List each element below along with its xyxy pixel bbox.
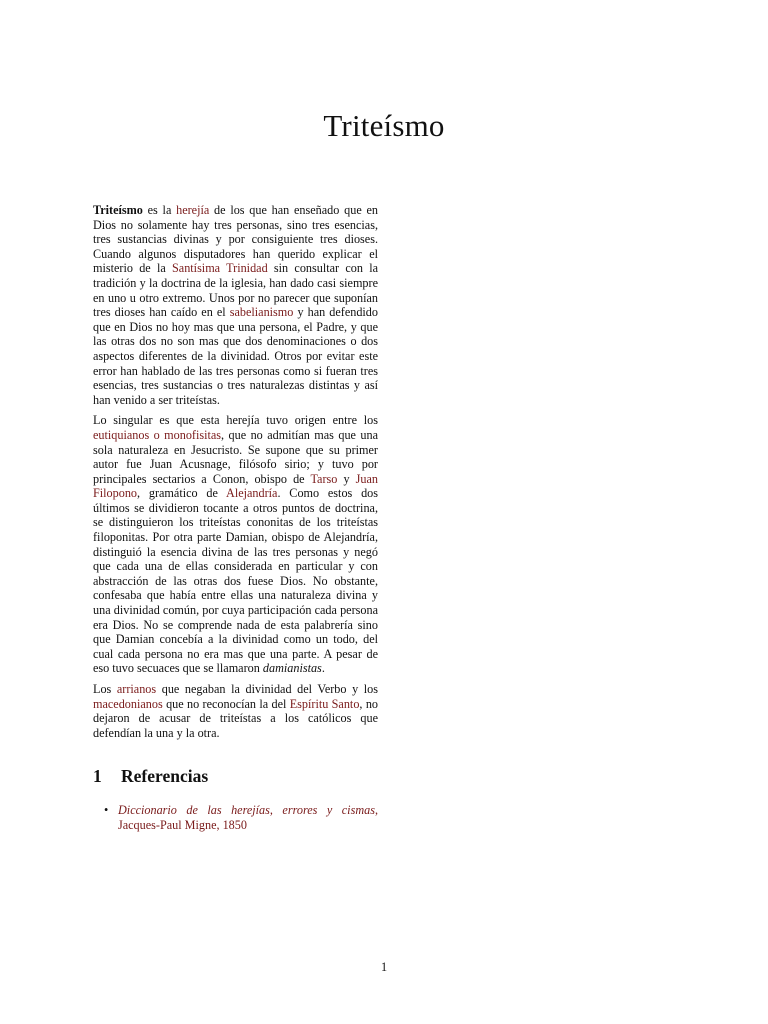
body-text: Lo singular es que esta herejía tuvo origen entre los [93, 413, 378, 428]
link-eutiquianos[interactable]: eutiquianos o monofisitas [93, 427, 222, 442]
link-migne[interactable]: Jacques-Paul Migne, 1850 [118, 817, 247, 832]
link-tarso[interactable]: Tarso [310, 471, 338, 486]
paragraph-arrianos [93, 682, 378, 740]
article-term: Triteísmo [93, 203, 143, 217]
page-number: 1 [380, 960, 388, 974]
link-alejandria[interactable]: Alejandría [226, 486, 278, 501]
reference-separator: , [374, 803, 378, 817]
section-heading-referencias [93, 766, 208, 787]
body-text: y han defendido que en Dios no hoy mas que una persona, el Padre, y que las otras dos no son mas que dos denominaciones o dos aspectos diferentes de la divinidad. Otros por evitar este error han hablado de las tres personas como si fueran tres esencias, tres sustancias o tres naturalezas distintas y así han venido a ser triteístas. [93, 305, 378, 407]
list-item [104, 803, 378, 832]
section-title: Referencias [121, 766, 209, 786]
page-title: Triteísmo [323, 108, 445, 143]
body-text: . Como estos dos últimos se dividieron tocante a otros puntos de doctrina, se distinguieron los triteístas cononitas de los triteístas filoponitas. Por otra parte Damian, obispo de Alejandría, distinguió la esencia divina de las tres personas y negó que cada una de ellas considerada en particular y con abstracción de las otras dos fuese Dios. No obstante, confesaba que había entre ellas una naturaleza divina y una divinidad común, por cuya participación cada persona era Dios. No se comprende nada de esta palabrería sino que Damian concebía a la divinidad como un todo, del cual cada persona no era mas que una parte. A pesar de eso tuvo secuaces que se llamaron [93, 486, 379, 676]
body-text: y [337, 471, 356, 486]
body-text: sin consultar con la tradición y la doctrina de la iglesia, han dado casi siempre en uno u otro extremo. Unos por no parecer que suponían tres dioses han caído en el [93, 261, 378, 320]
body-text: , que no admitían mas que una sola naturaleza en Jesucristo. Se supone que su primer autor fue Juan Acusnage, filósofo sirio; y tuvo por principales sectarios a Conon, obispo de [93, 427, 378, 486]
paragraph-intro [93, 203, 378, 407]
body-text: es la [142, 203, 177, 217]
link-santisima-trinidad[interactable]: Santísima Trinidad [172, 261, 268, 276]
term-damianistas: damianistas [262, 661, 322, 676]
link-arrianos[interactable]: arrianos [116, 682, 157, 696]
article-body [93, 203, 378, 746]
link-juan-filopono[interactable]: Juan Filopono [93, 471, 378, 501]
body-text: , no dejaron de acusar de triteístas a los católicos que defendían la una y la otra. [93, 696, 378, 740]
body-text: que negaban la divinidad del Verbo y los [156, 682, 378, 696]
bullet-icon: • [104, 803, 109, 817]
link-macedonianos[interactable]: macedonianos [93, 696, 163, 711]
link-diccionario[interactable]: Diccionario de las herejías, errores y cismas [118, 803, 375, 817]
references-list [104, 803, 378, 832]
section-number: 1 [93, 766, 102, 786]
body-text: de los que han enseñado que en Dios no solamente hay tres personas, sino tres esencias, tres sustancias divinas y por consiguiente tres dioses. Cuando algunos disputadores han querido explicar el misterio de la [93, 203, 378, 276]
body-text: que no reconocían la del [162, 696, 290, 711]
link-herejia[interactable]: herejía [176, 203, 210, 217]
link-sabelianismo[interactable]: sabelianismo [229, 305, 294, 320]
body-text: . [321, 661, 325, 676]
body-text: Los [93, 682, 117, 696]
link-espiritu-santo[interactable]: Espíritu Santo [289, 696, 360, 711]
body-text: , gramático de [137, 486, 227, 501]
paragraph-origin [93, 413, 378, 676]
